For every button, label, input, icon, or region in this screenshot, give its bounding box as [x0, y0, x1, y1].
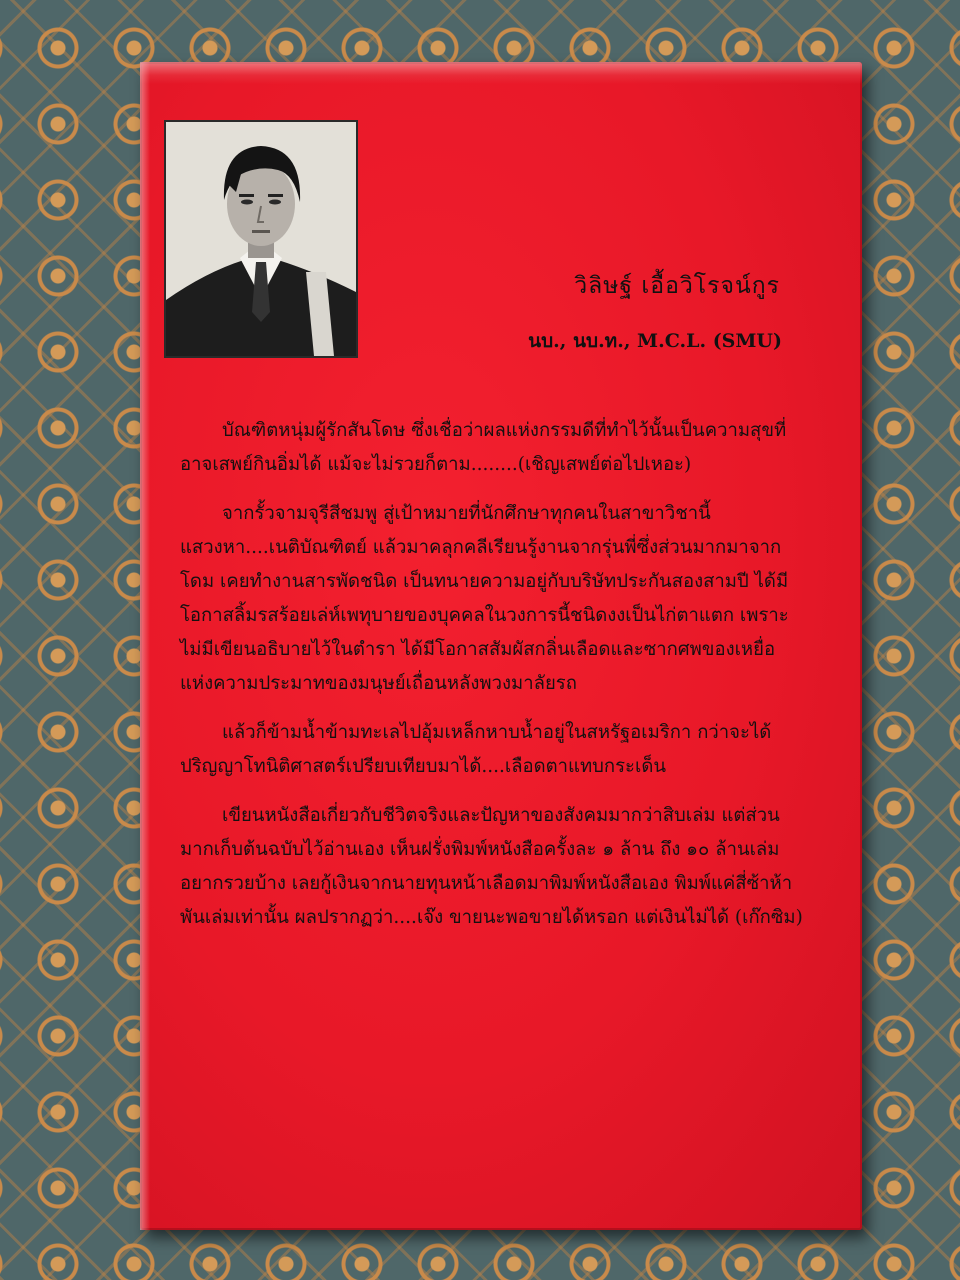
- bio-paragraph: จากรั้วจามจุรีสีชมพู สู่เป้าหมายที่นักศึกษาทุกคนในสาขาวิชานี้แสวงหา....เนติบัณฑิตย์ แล้วมาคลุกคลีเรียนรู้งานจากรุ่นพี่ซึ่งส่วนมากมาจากโดม เคยทำงานสารพัดชนิด เป็นทนายความอยู่กับบริษัทประกันสองสามปี ได้มีโอกาสลิ้มรสร้อยเล่ห์เพทุบายของบุคคลในวงการนี้ชนิดงงเป็นไก่ตาแตก เพราะไม่มีเขียนอธิบายไว้ในตำรา ได้มีโอกาสสัมผัสกลิ่นเลือดและซากศพของเหยื่อแห่งความประมาทของมนุษย์เถื่อนหลังพวงมาลัยรถ: [180, 503, 789, 694]
- author-portrait-illustration: [166, 122, 356, 356]
- author-bio: [180, 414, 804, 950]
- bio-paragraph: บัณฑิตหนุ่มผู้รักสันโดษ ซึ่งเชื่อว่าผลแห่งกรรมดีที่ทำไว้นั้นเป็นความสุขที่อาจเสพย์กินอิ่มได้ แม้จะไม่รวยก็ตาม........(เชิญเสพย์ต่อไปเหอะ): [180, 420, 787, 475]
- author-portrait-photo: [164, 120, 358, 358]
- book-back-cover: [140, 62, 862, 1230]
- bio-paragraph: แล้วก็ข้ามน้ำข้ามทะเลไปอุ้มเหล็กหาบน้ำอยู่ในสหรัฐอเมริกา กว่าจะได้ปริญญาโทนิติศาสตร์เปรียบเทียบมาได้....เลือดตาแทบกระเด็น: [180, 722, 772, 777]
- author-credentials: นบ., นบ.ท., M.C.L. (SMU): [528, 330, 782, 352]
- author-name: วิลิษฐ์ เอื้อวิโรจน์กูร: [574, 273, 780, 299]
- bio-paragraph: เขียนหนังสือเกี่ยวกับชีวิตจริงและปัญหาของสังคมมากว่าสิบเล่ม แต่ส่วนมากเก็บต้นฉบับไว้อ่านเอง เห็นฝรั่งพิมพ์หนังสือครั้งละ ๑ ล้าน ถึง ๑๐ ล้านเล่ม อยากรวยบ้าง เลยกู้เงินจากนายทุนหน้าเลือดมาพิมพ์หนังสือเอง พิมพ์แค่สี่ซ้าห้าพันเล่มเท่านั้น ผลปรากฏว่า....เจ๊ง ขายนะพอขายได้หรอก แต่เงินไม่ได้ (เก๊กซิม): [180, 805, 803, 928]
